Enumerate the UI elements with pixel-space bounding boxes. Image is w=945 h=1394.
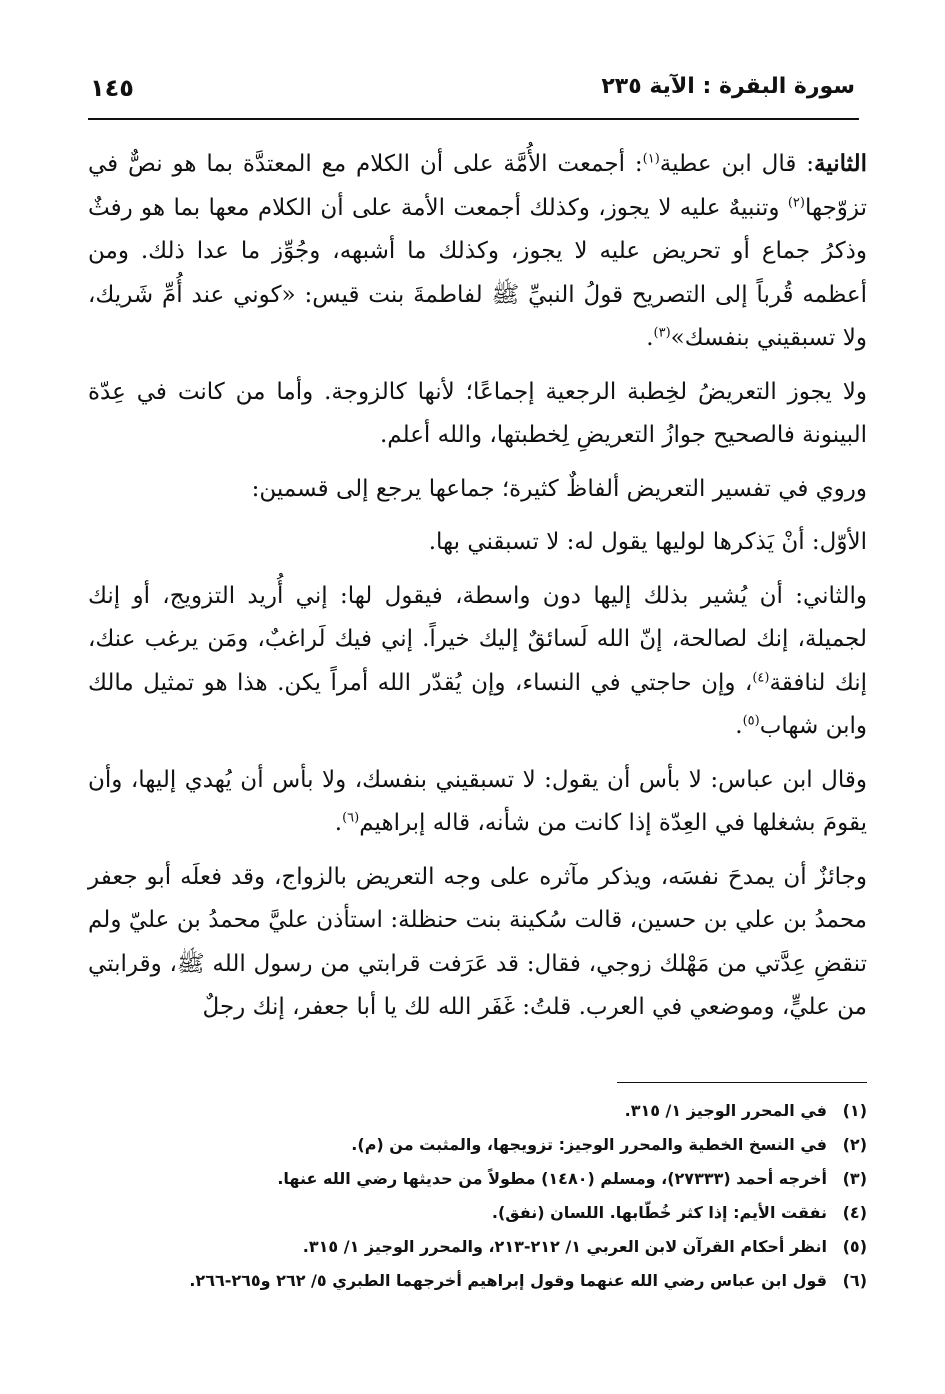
- footnote-number: (٦): [842, 1271, 867, 1290]
- paragraph-text: الأوّل: أنْ يَذكرها لوليها يقول له: لا تسبقني بها.: [428, 529, 867, 555]
- footnote-mark[interactable]: (٣): [653, 325, 671, 341]
- paragraph-text: : قال ابن عطية: [659, 151, 814, 177]
- footnote-item: [88, 1094, 867, 1128]
- footnote-mark[interactable]: (١): [642, 151, 660, 167]
- paragraph-text: وتنبيهٌ عليه لا يجوز، وكذلك أجمعت الأمة على أن الكلام معها بما هو رفثٌ وذكرُ جماع أو تحريض عليه لا يجوز، وكذلك ما أشبهه، وجُوِّز ما عدا ذلك. ومن أعظمه قُرباً إلى التصريح قولُ النبيِّ ﷺ لفاطمةَ بنت قيس: «كوني عند أُمِّ شَريك، ولا تسبقيني بنفسك»: [88, 194, 867, 351]
- footnote-mark[interactable]: (٦): [342, 810, 360, 826]
- paragraph-text: والثاني: أن يُشير بذلك إليها دون واسطة، فيقول لها: إني أُريد التزويج، أو إنك لجميلة، إنك لصالحة، إنّ الله لَسائقٌ إليك خيراً. إني فيك لَراغبٌ، ومَن يرغب عنك، إنك لنافقة: [88, 582, 867, 696]
- paragraph-1: [88, 142, 867, 361]
- main-text: [88, 142, 867, 1040]
- paragraph-7: [88, 856, 867, 1030]
- paragraph-text: .: [334, 810, 343, 836]
- footnote-item: [88, 1264, 867, 1298]
- footnote-text: قول ابن عباس رضي الله عنهما وقول إبراهيم أخرجهما الطبري ٥/ ٢٦٢ و٢٦٥-٢٦٦.: [189, 1271, 827, 1290]
- page-number: ١٤٥: [90, 74, 134, 102]
- paragraph-5: [88, 575, 867, 749]
- footnote-mark[interactable]: (٤): [752, 669, 770, 685]
- footnote-text: أخرجه أحمد (٢٧٣٣٣)، ومسلم (١٤٨٠) مطولاً من حديثها رضي الله عنها.: [277, 1169, 827, 1188]
- footnote-number: (٥): [842, 1237, 867, 1256]
- page-header: [90, 74, 855, 110]
- footnote-mark[interactable]: (٥): [742, 713, 760, 729]
- paragraph-text: ، وإن حاجتي في النساء، وإن يُقدّر الله أمراً يكن. هذا هو تمثيل مالك وابن شهاب: [88, 669, 867, 739]
- paragraph-text: ولا يجوز التعريضُ لخِطبة الرجعية إجماعًا؛ لأنها كالزوجة. وأما من كانت في عِدّة البينونة فالصحيح جوازُ التعريضِ لِخطبتها، والله أعلم.: [88, 378, 867, 448]
- footnote-item: [88, 1230, 867, 1264]
- paragraph-2: [88, 371, 867, 458]
- paragraph-text: وقال ابن عباس: لا بأس أن يقول: لا تسبقيني بنفسك، ولا بأس أن يُهدي إليها، وأن يقومَ بشغلها في العِدّة إذا كانت من شأنه، قاله إبراهيم: [88, 766, 867, 836]
- paragraph-text: : أجمعت الأُمَّة على أن الكلام مع المعتدَّة بما هو نصٌّ في تزوّجها: [88, 151, 867, 221]
- paragraph-6: [88, 759, 867, 846]
- footnote-number: (٣): [842, 1169, 867, 1188]
- footnotes: [88, 1094, 867, 1298]
- running-title: سورة البقرة : الآية ٢٣٥: [601, 74, 855, 99]
- paragraph-lead: الثانية: [813, 150, 867, 177]
- footnote-item: [88, 1196, 867, 1230]
- footnote-number: (١): [842, 1101, 867, 1120]
- footnote-mark[interactable]: (٢): [787, 194, 805, 210]
- paragraph-text: وروي في تفسير التعريض ألفاظٌ كثيرة؛ جماعها يرجع إلى قسمين:: [251, 475, 867, 502]
- footnote-separator: [617, 1082, 867, 1083]
- footnote-text: في المحرر الوجيز ١/ ٣١٥.: [624, 1101, 827, 1120]
- paragraph-4: [88, 521, 867, 565]
- paragraph-text: .: [735, 713, 743, 739]
- footnote-text: نفقت الأيم: إذا كثر خُطّابها. اللسان (نفق).: [491, 1203, 827, 1222]
- footnote-item: [88, 1162, 867, 1196]
- footnote-number: (٤): [842, 1203, 867, 1222]
- footnote-item: [88, 1128, 867, 1162]
- footnote-text: في النسخ الخطية والمحرر الوجيز: تزويجها، والمثبت من (م).: [351, 1135, 827, 1154]
- footnote-text: انظر أحكام القرآن لابن العربي ١/ ٢١٢-٢١٣، والمحرر الوجيز ١/ ٣١٥.: [302, 1237, 827, 1256]
- paragraph-text: وجائزٌ أن يمدحَ نفسَه، ويذكر مآثره على وجه التعريض بالزواج، وقد فعلَه أبو جعفر محمدُ بن علي بن حسين، قالت سُكينة بنت حنظلة: استأذن عليَّ محمدُ بن عليّ ولم تنقضِ عِدَّتي من مَهْلك زوجي، فقال: قد عَرَفت قرابتي من رسول الله ﷺ، وقرابتي من عليٍّ، وموضعي في العرب. قلتُ: غَفَر الله لك يا أبا جعفر، إنك رجلٌ: [88, 863, 867, 1020]
- paragraph-text: .: [646, 325, 654, 351]
- paragraph-3: [88, 468, 867, 512]
- header-rule: [88, 118, 859, 120]
- footnote-number: (٢): [842, 1135, 867, 1154]
